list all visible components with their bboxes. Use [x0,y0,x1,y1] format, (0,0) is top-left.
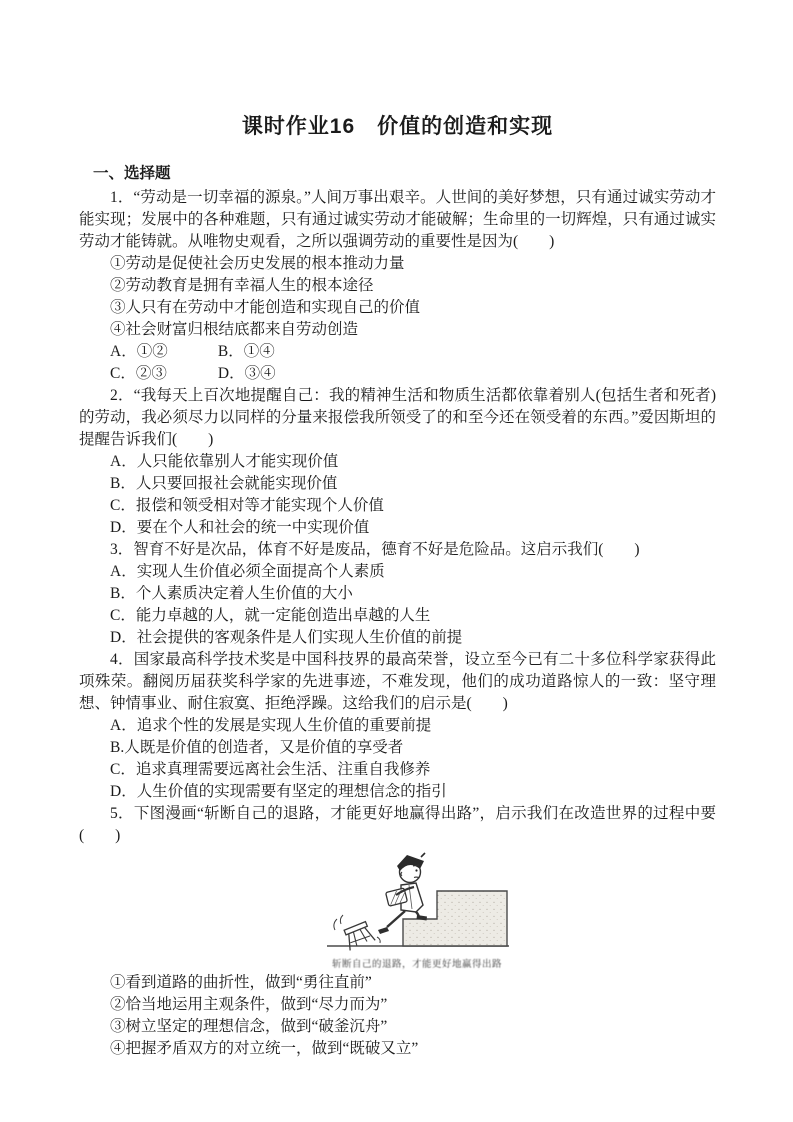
question-3 [79,539,716,649]
question-2-option-b: B．人只要回报社会就能实现价值 [110,475,338,492]
question-1-item-1: ①劳动是促使社会历史发展的根本推动力量 [110,255,405,272]
question-1-item-3: ③人只有在劳动中才能创造和实现自己的价值 [110,299,421,316]
question-3-stem: 3．智育不好是次品，体育不好是废品，德育不好是危险品。这启示我们( ) [110,541,640,558]
question-2-stem: 2．“我每天上百次地提醒自己：我的精神生活和物质生活都依靠着别人(包括生者和死者)的劳动，我必须尽力以同样的分量来报偿我所领受了的和至今还在领受着的东西。”爱因斯坦的提醒告诉我们( ) [79,387,716,448]
question-3-option-c: C．能力卓越的人，就一定能创造出卓越的人生 [110,607,431,624]
question-4-option-a: A．追求个性的发展是实现人生价值的重要前提 [110,717,432,734]
question-5-stem: 5．下图漫画“斩断自己的退路，才能更好地赢得出路”，启示我们在改造世界的过程中要( ) [79,805,716,844]
question-1-stem: 1．“劳动是一切幸福的源泉。”人间万事出艰辛。人世间的美好梦想，只有通过诚实劳动才能实现；发展中的各种难题，只有通过诚实劳动才能破解；生命里的一切辉煌，只有通过诚实劳动才能铸就。从唯物史观看，之所以强调劳动的重要性是因为( ) [79,189,716,250]
question-1-option-a: A．①② [110,343,168,360]
question-2-option-c: C．报偿和领受相对等才能实现个人价值 [110,497,384,514]
question-1-option-d: D．③④ [217,365,276,382]
question-3-option-b: B．个人素质决定着人生价值的大小 [110,585,353,602]
question-5-item-4: ④把握矛盾双方的对立统一，做到“既破又立” [110,1040,419,1057]
cartoon-drawing [317,851,517,955]
cartoon-caption: 斩断自己的退路，才能更好地赢得出路 [331,960,502,970]
question-3-option-a: A．实现人生价值必须全面提高个人素质 [110,563,385,580]
question-5-item-2: ②恰当地运用主观条件，做到“尽力而为” [110,996,388,1013]
question-1-option-c: C．②③ [110,365,167,382]
question-3-option-d: D．社会提供的客观条件是人们实现人生价值的前提 [110,629,463,646]
question-4 [79,649,716,803]
question-4-option-b: B.人既是价值的创造者，又是价值的享受者 [110,739,404,756]
cartoon-image [317,851,517,970]
section-heading: 一、选择题 [93,165,171,182]
question-2 [79,385,716,539]
question-5-item-3: ③树立坚定的理想信念，做到“破釜沉舟” [110,1018,388,1035]
page-title: 课时作业16 价值的创造和实现 [241,115,554,138]
question-5-item-1: ①看到道路的曲折性，做到“勇往直前” [110,974,372,991]
question-1-item-2: ②劳动教育是拥有幸福人生的根本途径 [110,277,374,294]
question-2-option-a: A．人只能依靠别人才能实现价值 [110,453,339,470]
question-1-item-4: ④社会财富归根结底都来自劳动创造 [110,321,359,338]
question-1-option-b: B．①④ [217,343,275,360]
question-2-option-d: D．要在个人和社会的统一中实现价值 [110,519,370,536]
question-5 [79,803,716,1060]
question-1-option-row-2 [79,363,716,385]
question-4-option-c: C．追求真理需要远离社会生活、注重自我修养 [110,761,431,778]
question-4-stem: 4．国家最高科学技术奖是中国科技界的最高荣誉，设立至今已有二十多位科学家获得此项殊荣。翻阅历届获奖科学家的先进事迹，不难发现，他们的成功道路惊人的一致：坚守理想、钟情事业、耐住寂寞、拒绝浮躁。这给我们的启示是( ) [79,651,716,712]
question-1 [79,187,716,385]
question-4-option-d: D．人生价值的实现需要有坚定的理想信念的指引 [110,783,447,800]
question-1-option-row-1 [79,341,716,363]
